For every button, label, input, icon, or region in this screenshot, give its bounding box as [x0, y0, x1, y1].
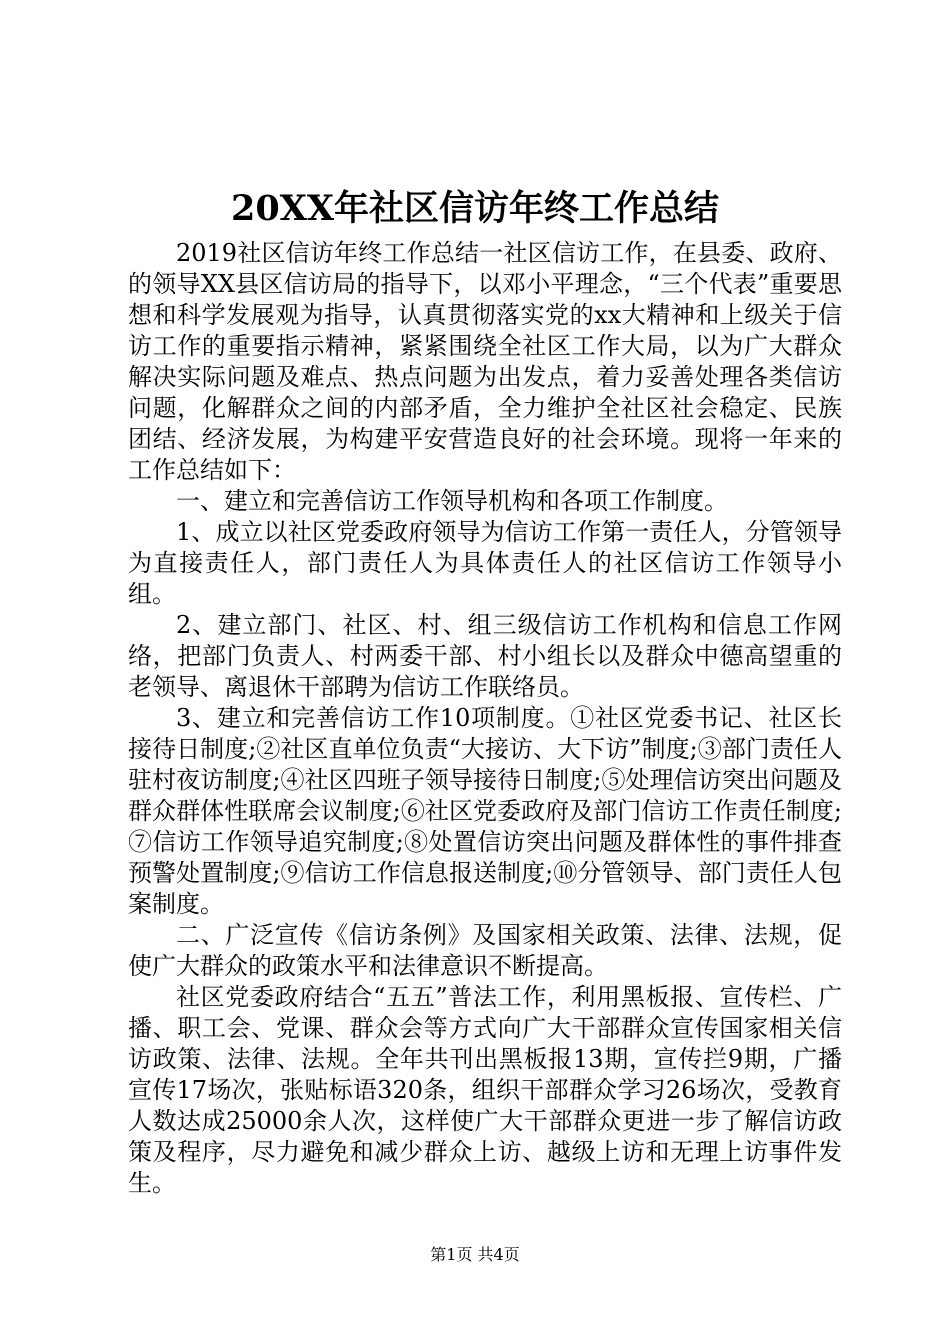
paragraph-item-2: 2、建立部门、社区、村、组三级信访工作机构和信息工作网络，把部门负责人、村两委干部、村小组长以及群众中德高望重的老领导、离退休干部聘为信访工作联络员。 [128, 611, 842, 701]
document-body [128, 238, 842, 1199]
document-title: 20XX年社区信访年终工作总结 [230, 188, 720, 229]
paragraph-section-2-heading: 二、广泛宣传《信访条例》及国家相关政策、法律、法规，促使广大群众的政策水平和法律意识不断提高。 [128, 921, 842, 980]
page-footer: 第1页 共4页 [430, 1245, 520, 1264]
paragraph-item-3: 3、建立和完善信访工作10项制度。①社区党委书记、社区长接待日制度;②社区直单位负责“大接访、大下访”制度;③部门责任人驻村夜访制度;④社区四班子领导接待日制度;⑤处理信访突出问题及群众群体性联席会议制度;⑥社区党委政府及部门信访工作责任制度;⑦信访工作领导追究制度;⑧处置信访突出问题及群体性的事件排查预警处置制度;⑨信访工作信息报送制度;⑩分管领导、部门责任人包案制度。 [128, 704, 842, 918]
paragraph-item-1: 1、成立以社区党委政府领导为信访工作第一责任人，分管领导为直接责任人，部门责任人为具体责任人的社区信访工作领导小组。 [128, 518, 842, 608]
paragraph-section-1-heading: 一、建立和完善信访工作领导机构和各项工作制度。 [176, 487, 728, 515]
paragraph-intro: 2019社区信访年终工作总结一社区信访工作，在县委、政府、的领导XX县区信访局的指导下，以邓小平理念，“三个代表”重要思想和科学发展观为指导，认真贯彻落实党的xx大精神和上级关于信访工作的重要指示精神，紧紧围绕全社区工作大局，以为广大群众解决实际问题及难点、热点问题为出发点，着力妥善处理各类信访问题，化解群众之间的内部矛盾，全力维护全社区社会稳定、民族团结、经济发展，为构建平安营造良好的社会环境。现将一年来的工作总结如下： [128, 239, 842, 484]
paragraph-publicity: 社区党委政府结合“五五”普法工作，利用黑板报、宣传栏、广播、职工会、党课、群众会等方式向广大干部群众宣传国家相关信访政策、法律、法规。全年共刊出黑板报13期，宣传拦9期，广播宣传17场次，张贴标语320条，组织干部群众学习26场次，受教育人数达成25000余人次，这样使广大干部群众更进一步了解信访政策及程序，尽力避免和减少群众上访、越级上访和无理上访事件发生。 [128, 983, 842, 1197]
